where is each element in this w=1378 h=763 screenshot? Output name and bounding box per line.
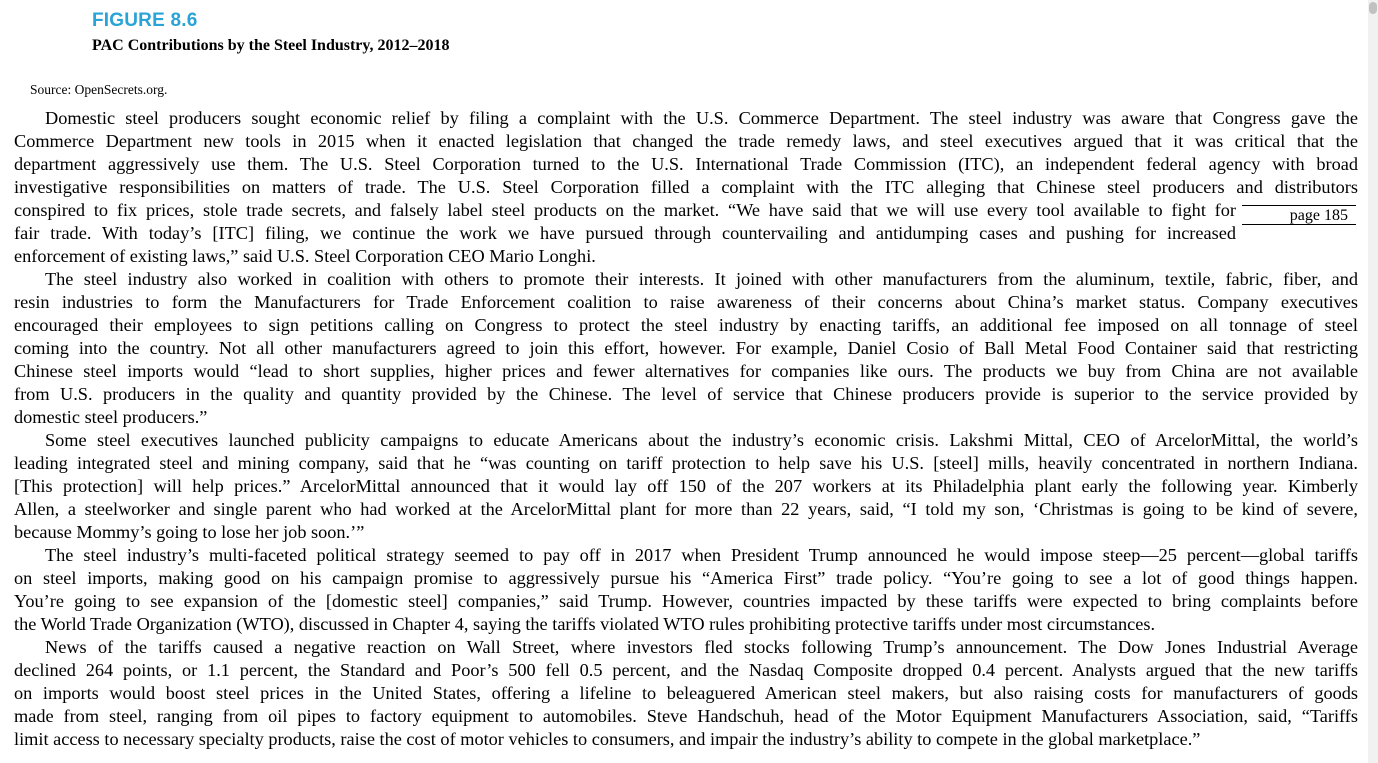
text-line: News of the tariffs caused a negative reaction on Wall Street, where investors fled stocks following Trump’s announcement. The Dow Jones Industrial Average xyxy=(45,637,1358,657)
text-line: the World Trade Organization (WTO), discussed in Chapter 4, saying the tariffs violated WTO rules prohibiting protective tariffs under most circumstances. xyxy=(14,614,1156,634)
text-line: coming into the country. Not all other manufacturers agreed to join this effort, however. For example, Daniel Cosio of Ball Metal Food Container said that restricting xyxy=(14,338,1358,358)
text-line: The steel industry’s multi-faceted political strategy seemed to pay off in 2017 when President Trump announced he would impose steep—25 percent—global tariffs xyxy=(45,545,1358,565)
body-text xyxy=(14,107,1358,751)
vertical-scrollbar[interactable] xyxy=(1368,0,1378,763)
text-line: Domestic steel producers sought economic relief by filing a complaint with the U.S. Commerce Department. The steel industry was aware that Congress gave the xyxy=(45,108,1358,128)
figure-title: PAC Contributions by the Steel Industry, 2012–2018 xyxy=(92,37,450,54)
figure-source: Source: OpenSecrets.org. xyxy=(30,82,168,97)
figure-label: FIGURE 8.6 xyxy=(92,10,198,31)
scrollbar-thumb[interactable] xyxy=(1369,2,1377,14)
text-line: The steel industry also worked in coalition with others to promote their interests. It joined with other manufacturers from the aluminum, textile, fabric, fiber, and xyxy=(45,269,1358,289)
text-line: encouraged their employees to sign petitions calling on Congress to protect the steel industry by enacting tariffs, an additional fee imposed on all tonnage of steel xyxy=(14,315,1358,335)
text-line: conspired to fix prices, stole trade secrets, and falsely label steel products on the market. “We have said that we will use every tool available to fight for xyxy=(14,200,1236,220)
text-line: investigative responsibilities on matters of trade. The U.S. Steel Corporation filled a complaint with the ITC alleging that Chinese steel producers and distributors xyxy=(14,177,1358,197)
text-line: [This protection] will help prices.” ArcelorMittal announced that it would lay off 150 of the 207 workers at its Philadelphia plant early the following year. Kimberly xyxy=(14,476,1358,496)
text-line: on imports would boost steel prices in the United States, offering a lifeline to beleaguered American steel makers, but also raising costs for manufacturers of goods xyxy=(14,683,1358,703)
text-line: Some steel executives launched publicity campaigns to educate Americans about the industry’s economic crisis. Lakshmi Mittal, CEO of ArcelorMittal, the world’s xyxy=(45,430,1358,450)
text-line: domestic steel producers.” xyxy=(14,407,208,427)
text-line: enforcement of existing laws,” said U.S. Steel Corporation CEO Mario Longhi. xyxy=(14,246,596,266)
text-line: Chinese steel imports would “lead to short supplies, higher prices and fewer alternatives for companies like ours. The products we buy from China are not available xyxy=(14,361,1358,381)
text-line: from U.S. producers in the quality and quantity provided by the Chinese. The level of service that Chinese producers provide is superior to the service provided by xyxy=(14,384,1358,404)
text-line: Allen, a steelworker and single parent who had worked at the ArcelorMittal plant for more than 22 years, said, “I told my son, ‘Christmas is going to be kind of severe, xyxy=(14,499,1358,519)
text-line: fair trade. With today’s [ITC] filing, we continue the work we have pursued through countervailing and antidumping cases and pushing for increased xyxy=(14,223,1236,243)
text-line: because Mommy’s going to lose her job soon.’” xyxy=(14,522,365,542)
text-line: on steel imports, making good on his campaign promise to aggressively pursue his “America First” trade policy. “You’re going to see a lot of good things happen. xyxy=(14,568,1358,588)
text-line: Commerce Department new tools in 2015 when it enacted legislation that changed the trade remedy laws, and steel executives argued that it was critical that the xyxy=(14,131,1358,151)
text-line: department aggressively use them. The U.S. Steel Corporation turned to the U.S. International Trade Commission (ITC), an independent federal agency with broad xyxy=(14,154,1358,174)
text-line: declined 264 points, or 1.1 percent, the Standard and Poor’s 500 fell 0.5 percent, and the Nasdaq Composite dropped 0.4 percent. Analysts argued that the new tariffs xyxy=(14,660,1358,680)
page-number-marker: page 185 xyxy=(1242,205,1356,225)
text-line: leading integrated steel and mining company, said that he “was counting on tariff protection to help save his U.S. [steel] mills, heavily concentrated in northern Indiana. xyxy=(14,453,1358,473)
text-line: made from steel, ranging from oil pipes to factory equipment to automobiles. Steve Handschuh, head of the Motor Equipment Manufacturers Association, said, “Tariffs xyxy=(14,706,1358,726)
text-line: resin industries to form the Manufacturers for Trade Enforcement coalition to raise awareness of their concerns about China’s market status. Company executives xyxy=(14,292,1358,312)
text-line: You’re going to see expansion of the [domestic steel] companies,” said Trump. However, countries impacted by these tariffs were expected to bring complaints before xyxy=(14,591,1358,611)
text-line: limit access to necessary specialty products, raise the cost of motor vehicles to consumers, and impair the industry’s ability to compete in the global marketplace.” xyxy=(14,729,1201,749)
